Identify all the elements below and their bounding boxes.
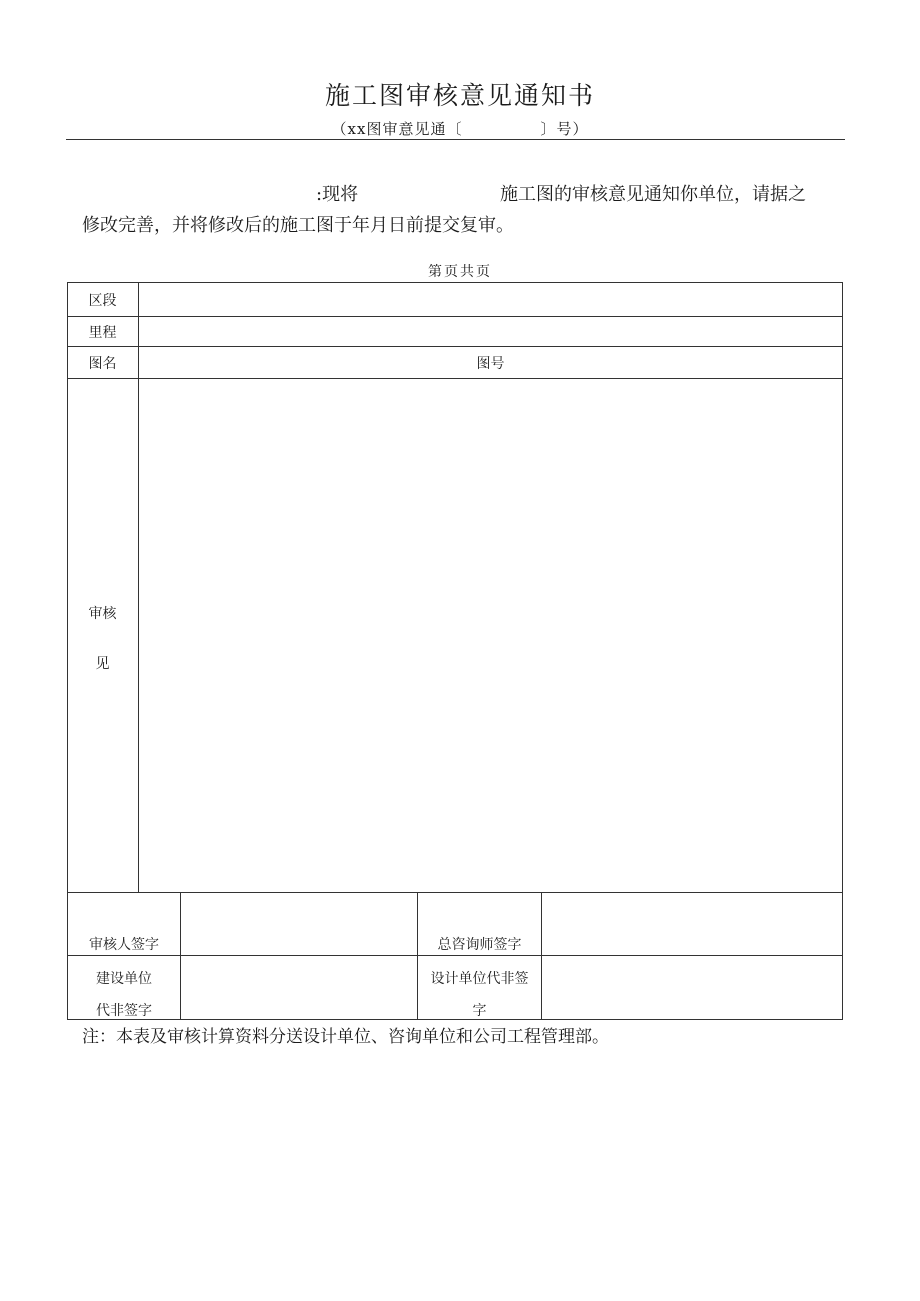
review-label-line2: 见 [95,656,110,672]
designer-sign-field[interactable] [542,956,842,1019]
intro-colon-text: :现将 [316,184,359,205]
title-rule [66,139,845,140]
section-label: 区段 [88,292,117,309]
distribution-note: 注：本表及审核计算资料分送设计单位、咨询单位和公司工程管理部。 [82,1027,609,1047]
review-label-line1: 审核 [88,606,117,622]
section-field[interactable] [139,283,842,316]
subtitle-suffix: 〕号） [540,120,589,138]
subtitle-prefix: （xx图审意见通〔 [331,120,463,138]
consultant-sign-label: 总咨询师签字 [437,937,522,953]
designer-sign-label [418,956,541,1019]
document-subtitle [0,118,920,139]
page-info: 第页共页 [428,264,492,280]
builder-label-line1: 建设单位 [96,971,152,987]
consultant-sign-field[interactable] [542,893,842,955]
drawing-name-label: 图名 [88,355,117,372]
table-border-right [842,282,843,1020]
review-opinion-field[interactable] [139,379,842,892]
designer-label-line2: 字 [472,1003,487,1019]
intro-second-line: 修改完善，并将修改后的施工图于年月日前提交复审。 [82,215,514,236]
drawing-number-label: 图号 [476,355,505,372]
mileage-field[interactable] [139,317,842,346]
designer-label-line1: 设计单位代非签 [430,971,529,987]
intro-notice-text: 施工图的审核意见通知你单位，请据之 [500,184,806,205]
review-opinion-label [67,379,138,892]
builder-sign-field[interactable] [181,956,417,1019]
builder-label-line2: 代非签字 [96,1003,152,1019]
reviewer-sign-field[interactable] [181,893,417,955]
mileage-label: 里程 [88,324,117,341]
builder-sign-label [68,956,180,1019]
document-title: 施工图审核意见通知书 [324,81,595,110]
reviewer-sign-label: 审核人签字 [89,937,159,953]
